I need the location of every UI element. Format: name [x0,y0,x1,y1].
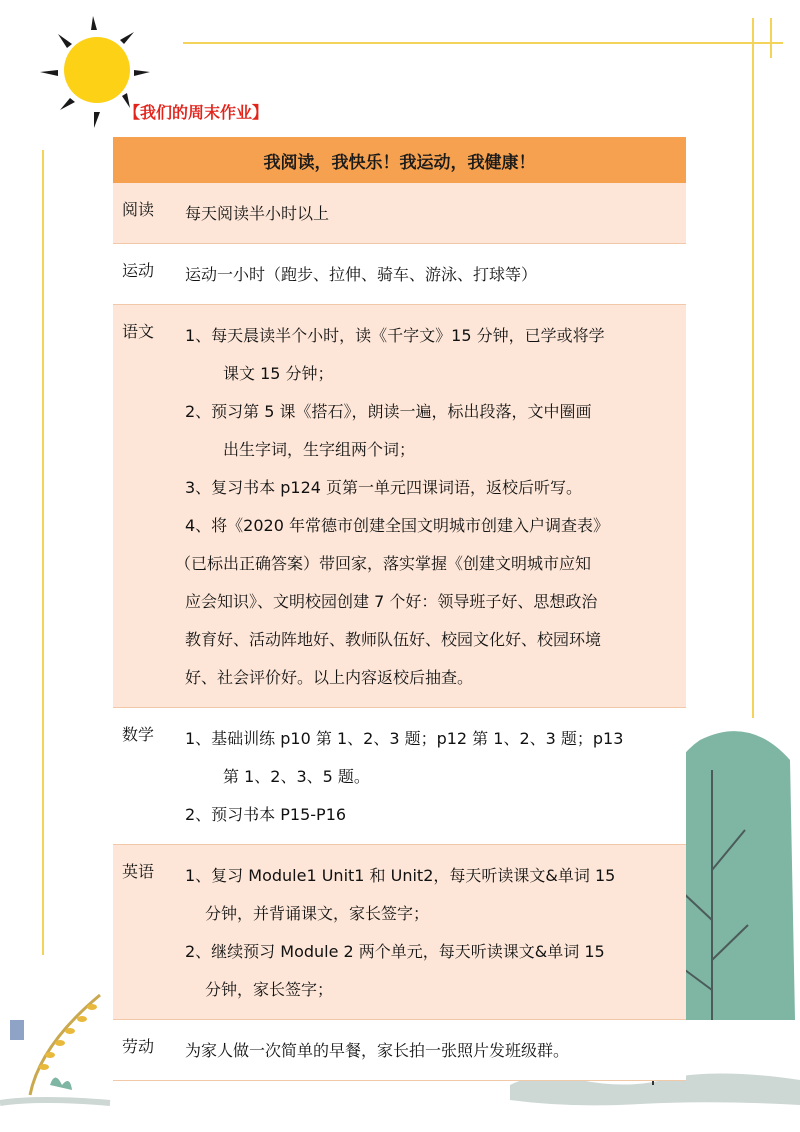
top-border-line [183,42,783,44]
content-line: 教育好、活动阵地好、教师队伍好、校园文化好、校园环境 [185,630,602,649]
content-line: （已标出正确答案）带回家，落实掌握《创建文明城市应知 [175,554,592,573]
left-border-line [42,150,44,955]
table-row-exercise [113,244,686,305]
content-line: 运动一小时（跑步、拉伸、骑车、游泳、打球等） [185,265,538,284]
content-line: 好、社会评价好。以上内容返校后抽查。 [185,668,474,687]
content-line: 1、每天晨读半个小时，读《千字文》15 分钟，已学或将学 [185,326,605,345]
table-row-math [113,708,686,845]
content-line: 3、复习书本 p124 页第一单元四课词语，返校后听写。 [185,478,583,497]
section-title: 【我们的周末作业】 [124,103,269,122]
content-line: 应会知识》、文明校园创建 7 个好：领导班子好、思想政治 [185,592,598,611]
content-line: 每天阅读半小时以上 [185,204,330,223]
row-category: 数学 [122,725,155,744]
row-category: 阅读 [122,200,155,219]
row-category: 劳动 [122,1037,155,1056]
plant-illustration [0,985,120,1110]
content-line: 出生字词，生字组两个词； [223,440,416,459]
row-category: 运动 [122,261,155,280]
row-content [185,183,686,243]
table-row-reading [113,183,686,244]
content-line: 2、预习第 5 课《搭石》，朗读一遍，标出段落，文中圈画 [185,402,592,421]
row-content [185,1020,686,1080]
content-line: 2、继续预习 Module 2 两个单元，每天听读课文&单词 15 [185,942,605,961]
content-line: 分钟，并背诵课文，家长签字； [205,904,430,923]
row-category: 语文 [122,322,155,341]
content-line: 1、基础训练 p10 第 1、2、3 题；p12 第 1、2、3 题；p13 [185,729,624,748]
content-line: 1、复习 Module1 Unit1 和 Unit2，每天听读课文&单词 15 [185,866,616,885]
table-row-chinese [113,305,686,708]
row-content [185,845,686,1019]
right-border-line [752,18,754,718]
content-line: 课文 15 分钟； [223,364,334,383]
content-line: 4、将《2020 年常德市创建全国文明城市创建入户调查表》 [185,516,609,535]
table-header: 我阅读，我快乐！我运动，我健康！ [113,137,686,183]
row-category: 英语 [122,862,155,881]
content-line: 第 1、2、3、5 题。 [223,767,370,786]
row-content [185,244,686,304]
homework-table [113,137,686,1081]
content-line: 2、预习书本 P15-P16 [185,805,347,824]
row-content [185,708,686,844]
content-line: 为家人做一次简单的早餐，家长拍一张照片发班级群。 [185,1041,570,1060]
table-row-english [113,845,686,1020]
right-border-line-2 [770,18,772,58]
table-row-labor [113,1020,686,1081]
row-content [175,305,686,707]
content-line: 分钟，家长签字； [205,980,334,999]
